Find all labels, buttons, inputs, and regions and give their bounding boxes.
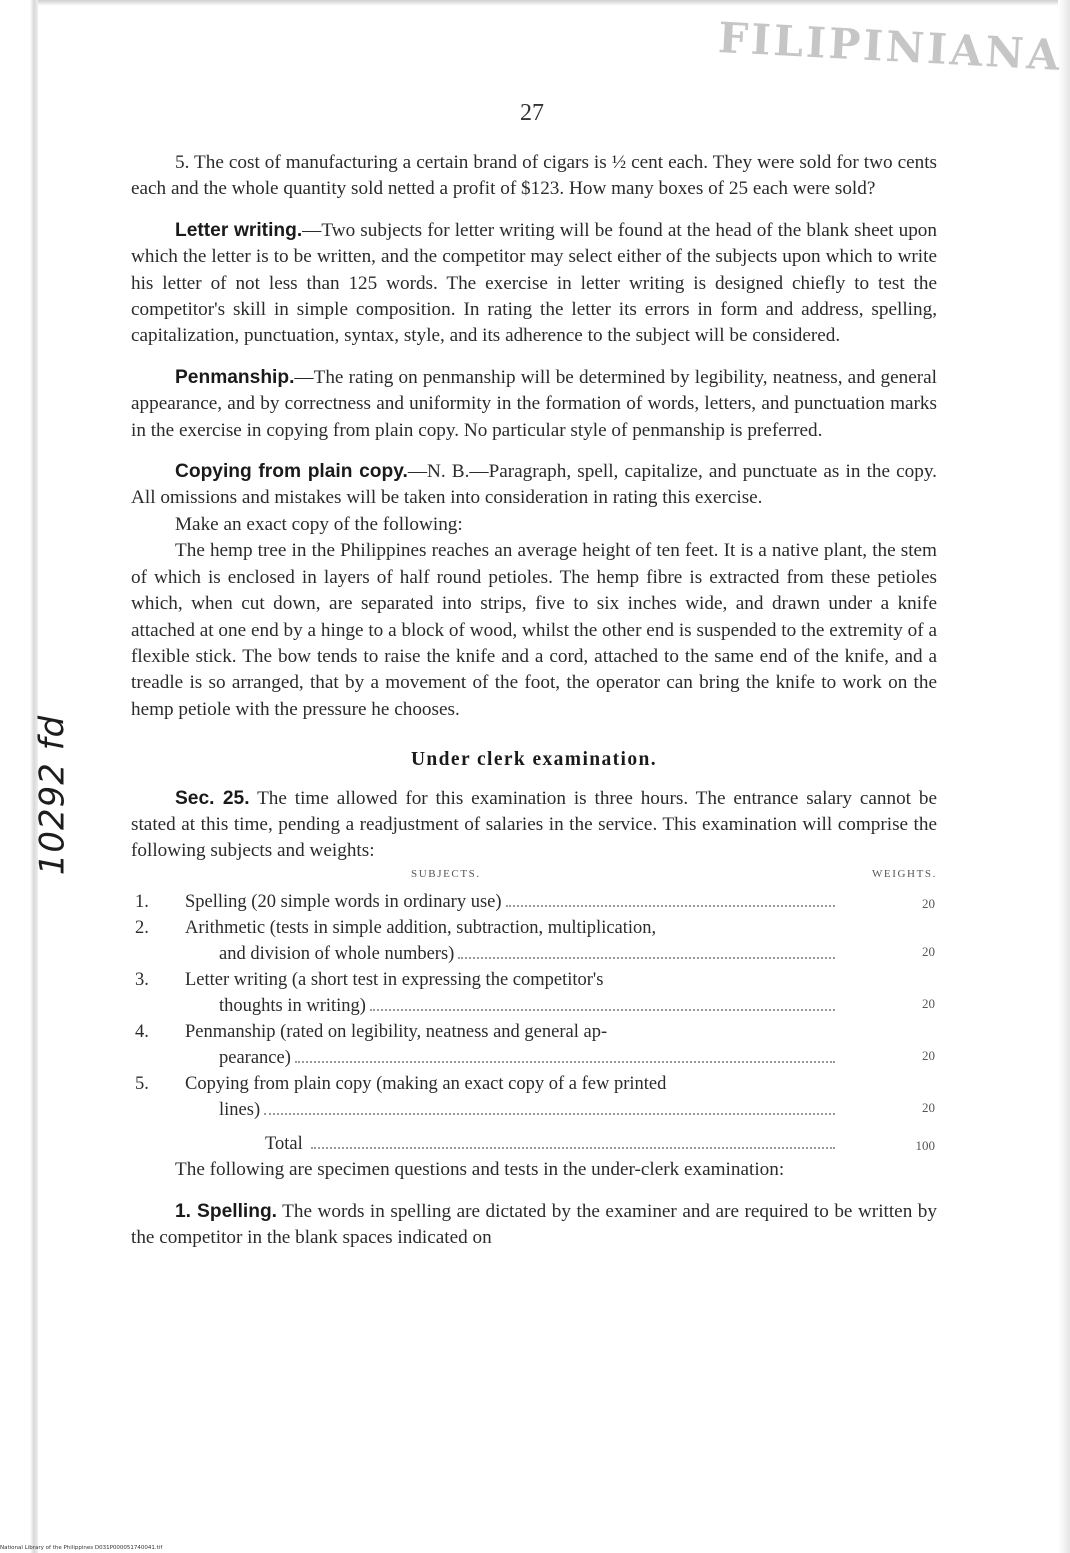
total-value: 100	[915, 1138, 935, 1154]
table-row	[131, 915, 937, 967]
page-edge-shadow-top	[38, 0, 1070, 6]
copying-heading: Copying from plain copy.	[175, 461, 408, 483]
row-subject: Spelling (20 simple words in ordinary use)	[185, 892, 502, 913]
copying-passage: The hemp tree in the Philippines reaches an average height of ten feet. It is a native plant, the stem of which is enclosed in layers of half round petioles. The hemp fibre is extracted from these petioles which, when cut down, are separated into strips, five to six inches wide, and drawn under a knife attached at one end by a hinge to a block of wood, whilst the other end is suspended to the extremity of a flexible stick. The bow tends to raise the knife and a cord, attached to the same end of the knife, and a treadle is so arranged, that by a movement of the foot, the operator can bring the knife to work on the hemp petiole with the pressure he chooses.	[131, 540, 937, 720]
table-header	[131, 861, 937, 887]
row-subject-cont: and division of whole numbers)	[219, 944, 455, 965]
page-edge-shadow-right	[1058, 0, 1070, 1553]
table-row	[131, 1019, 937, 1071]
col-subjects-header: SUBJECTS.	[411, 867, 481, 880]
letter-writing-text: —Two subjects for letter writing will be found at the head of the blank sheet upon which the letter is to be written, and the competitor may select either of the subjects upon which to write his letter of not less than 125 words. The exercise in letter writing is designed chiefly to test the competitor's skill in simple composition. In rating the letter its errors in form and address, spelling, capitalization, punctuation, syntax, style, and its adherence to the subject will be considered.	[131, 219, 937, 347]
col-weights-header: WEIGHTS.	[871, 867, 937, 880]
letter-writing-paragraph	[131, 218, 937, 350]
row-subject-cont: lines)	[219, 1100, 261, 1121]
row-subject-cont: thoughts in writing)	[219, 996, 366, 1017]
scan-credit: National Library of the Philippines D031P000051740041.tif	[0, 1545, 163, 1551]
specimen-intro: The following are specimen questions and tests in the under-clerk examination:	[175, 1159, 785, 1181]
page-number: 27	[520, 100, 544, 126]
total-label: Total	[265, 1134, 303, 1155]
dotted-leader	[506, 905, 835, 907]
row-line	[185, 941, 841, 967]
table-row	[131, 889, 937, 915]
row-number: 1.	[135, 892, 149, 913]
table-row	[131, 1071, 937, 1123]
copying-paragraph	[131, 459, 937, 512]
question-5: 5. The cost of manufacturing a certain brand of cigars is ½ cent each. They were sold for two cents each and the whole quantity sold netted a profit of $123. How many boxes of 25 each were sold?	[131, 152, 937, 200]
row-subject-cont: pearance)	[219, 1048, 291, 1069]
row-number: 2.	[135, 918, 149, 939]
row-number: 5.	[135, 1074, 149, 1095]
sec-25-text: The time allowed for this examination is three hours. The entrance salary cannot be stated at this time, pending a readjustment of salaries in the service. This examination will comprise the following subjects and weights:	[131, 787, 937, 862]
penmanship-paragraph	[131, 365, 937, 444]
row-number: 4.	[135, 1022, 149, 1043]
copying-instruction: Make an exact copy of the following:	[175, 513, 463, 535]
row-weight: 20	[922, 1048, 935, 1064]
page-body	[131, 150, 937, 1251]
row-weight: 20	[922, 1100, 935, 1116]
spelling-heading: 1. Spelling.	[175, 1200, 277, 1222]
letter-writing-heading: Letter writing.	[175, 219, 303, 241]
subjects-weights-table	[131, 861, 937, 1157]
row-line	[185, 889, 841, 915]
section-heading-under-clerk: Under clerk examination.	[410, 749, 658, 771]
handwritten-margin-note	[22, 700, 82, 890]
row-weight: 20	[922, 896, 935, 912]
row-line	[185, 993, 841, 1019]
row-weight: 20	[922, 944, 935, 960]
sec-25-paragraph	[131, 786, 937, 865]
spelling-paragraph	[131, 1199, 937, 1252]
row-line	[185, 1045, 841, 1071]
row-line: Arithmetic (tests in simple addition, subtraction, multiplication,	[185, 918, 657, 939]
penmanship-heading: Penmanship.	[175, 366, 295, 388]
table-total-row	[131, 1131, 937, 1157]
sec-25-label: Sec. 25.	[175, 787, 250, 809]
dotted-leader	[295, 1061, 835, 1063]
table-row	[131, 967, 937, 1019]
margin-note-text: 10292 fd	[32, 714, 72, 876]
row-number: 3.	[135, 970, 149, 991]
row-line	[185, 1097, 841, 1123]
copying-text: —N. B.—Paragraph, spell, capitalize, and punctuate as in the copy. All omissions and mistakes will be taken into consideration in rating this exercise.	[131, 461, 937, 509]
dotted-leader	[370, 1009, 835, 1011]
row-line: Letter writing (a short test in expressing the competitor's	[185, 970, 604, 991]
dotted-leader	[458, 957, 835, 959]
spelling-text: The words in spelling are dictated by the examiner and are required to be written by the competitor in the blank spaces indicated on	[131, 1200, 937, 1248]
dotted-leader	[264, 1113, 835, 1115]
dotted-leader	[311, 1147, 835, 1149]
library-stamp: FILIPINIANA	[716, 13, 1064, 80]
row-weight: 20	[922, 996, 935, 1012]
row-line: Penmanship (rated on legibility, neatness and general ap-	[185, 1022, 608, 1043]
row-line: Copying from plain copy (making an exact copy of a few printed	[185, 1074, 667, 1095]
penmanship-text: —The rating on penmanship will be determined by legibility, neatness, and general appearance, and by correctness and uniformity in the formation of words, letters, and punctuation marks in the exercise in copying from plain copy. No particular style of penmanship is preferred.	[131, 366, 937, 441]
